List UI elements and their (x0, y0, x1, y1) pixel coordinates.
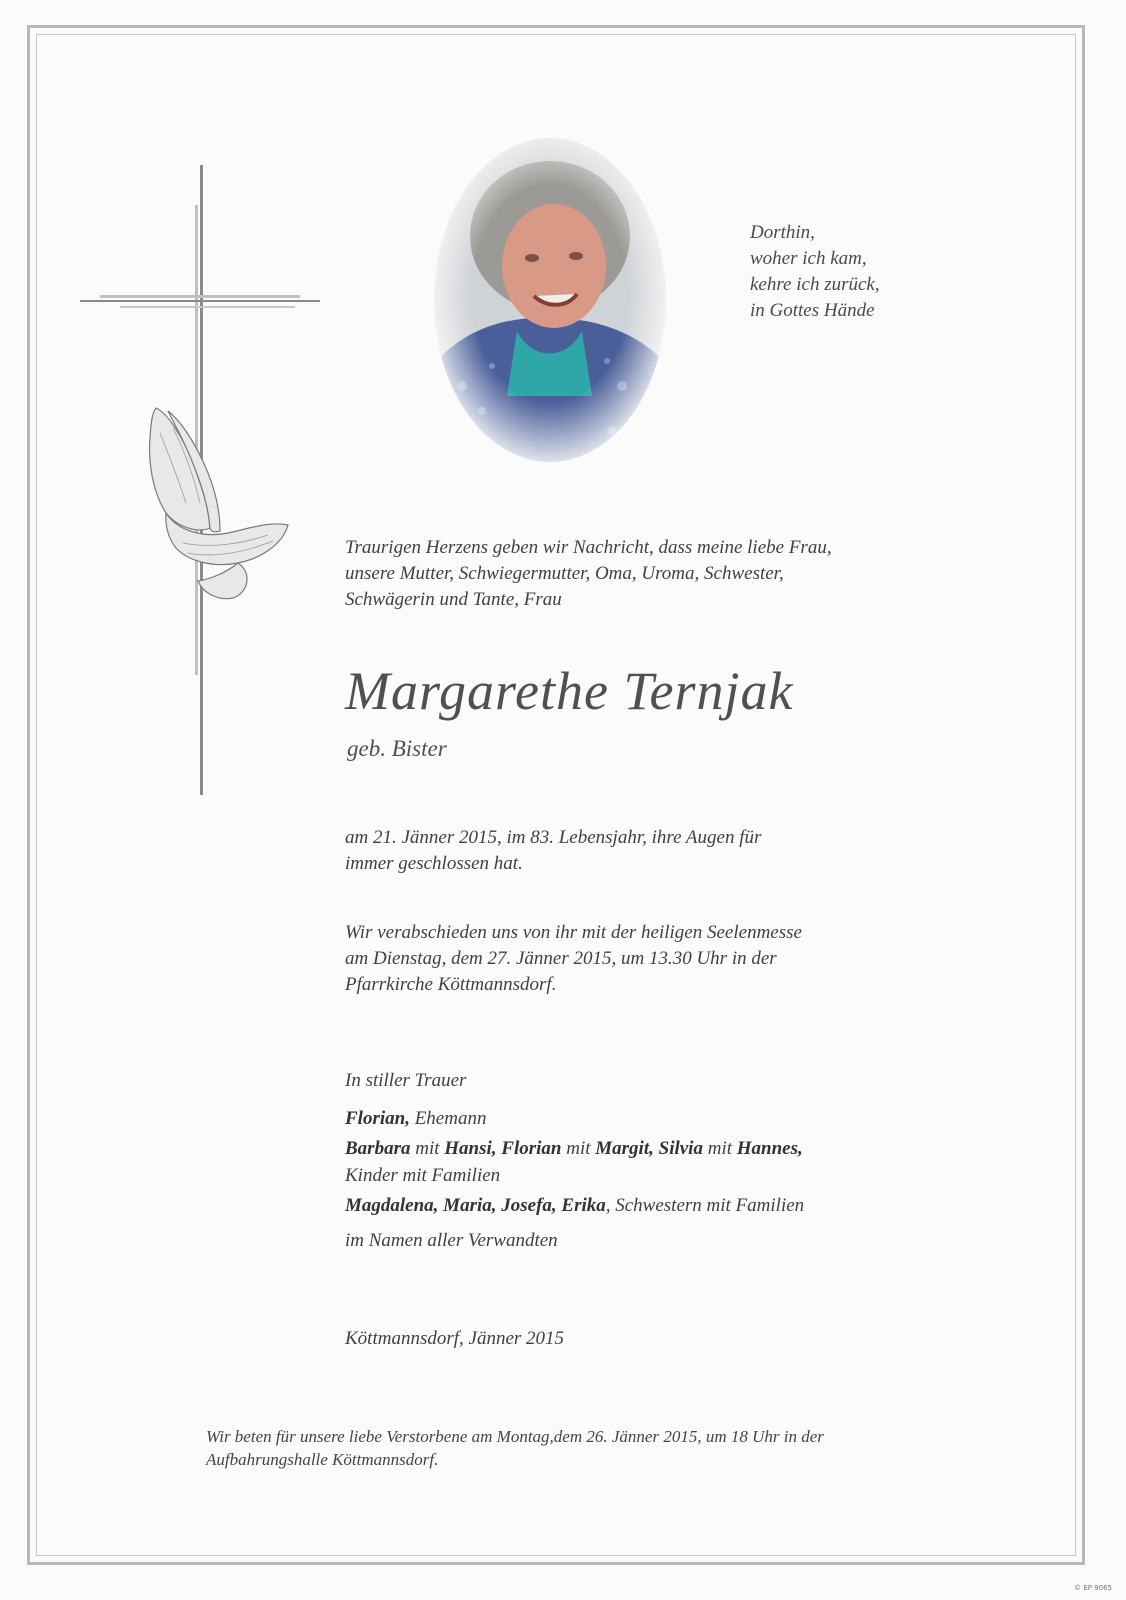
partner-name: Margit, (595, 1138, 654, 1159)
prayer-notice (206, 1425, 824, 1471)
child-name: Florian (501, 1138, 562, 1159)
quote-line: kehre ich zurück, (750, 274, 880, 295)
service-line: Wir verabschieden uns von ihr mit der heiligen Seelenmesse (345, 922, 802, 943)
funeral-service (345, 920, 802, 998)
sisters-names: Magdalena, Maria, Josefa, Erika (345, 1195, 606, 1216)
death-line: immer geschlossen hat. (345, 853, 523, 874)
children-role: Kinder mit Familien (345, 1165, 501, 1186)
mourners-heading: In stiller Trauer (345, 1070, 467, 1091)
with-word: mit (415, 1138, 440, 1159)
portrait-photo (432, 136, 668, 464)
partner-name: Hannes, (736, 1138, 803, 1159)
quote-verse (750, 220, 880, 324)
death-line: am 21. Jänner 2015, im 83. Lebensjahr, ihre Augen für (345, 827, 762, 848)
quote-line: woher ich kam, (750, 248, 867, 269)
service-line: Pfarrkirche Köttmannsdorf. (345, 974, 557, 995)
children-row (345, 1135, 804, 1162)
intro-paragraph (345, 535, 832, 613)
husband-role: Ehemann (414, 1108, 487, 1129)
sisters-role: , Schwestern mit Familien (605, 1195, 805, 1216)
quote-line: in Gottes Hände (750, 300, 875, 321)
birth-name: geb. Bister (347, 736, 447, 761)
mourners-list (345, 1105, 804, 1219)
quote-line: Dorthin, (750, 222, 815, 243)
death-notice (345, 825, 761, 877)
footer-line: Aufbahrungshalle Köttmannsdorf. (206, 1450, 439, 1469)
relatives-line: im Namen aller Verwandten (345, 1230, 558, 1251)
partner-name: Hansi, (444, 1138, 497, 1159)
print-code: © EP 9065 (1074, 1584, 1112, 1592)
husband-row (345, 1105, 804, 1132)
with-word: mit (707, 1138, 732, 1159)
praying-hands-icon (138, 403, 298, 603)
with-word: mit (566, 1138, 591, 1159)
intro-line: Traurigen Herzens geben wir Nachricht, dass meine liebe Frau, (345, 537, 832, 558)
footer-line: Wir beten für unsere liebe Verstorbene am Montag,dem 26. Jänner 2015, um 18 Uhr in der (206, 1427, 824, 1446)
deceased-name: Margarethe Ternjak (345, 661, 794, 721)
child-name: Silvia (658, 1138, 703, 1159)
husband-name: Florian, (345, 1108, 410, 1129)
place-date: Köttmannsdorf, Jänner 2015 (345, 1328, 565, 1349)
intro-line: Schwägerin und Tante, Frau (345, 589, 562, 610)
child-name: Barbara (345, 1138, 411, 1159)
sisters-row (345, 1192, 804, 1219)
service-line: am Dienstag, dem 27. Jänner 2015, um 13.30 Uhr in der (345, 948, 777, 969)
intro-line: unsere Mutter, Schwiegermutter, Oma, Uroma, Schwester, (345, 563, 784, 584)
